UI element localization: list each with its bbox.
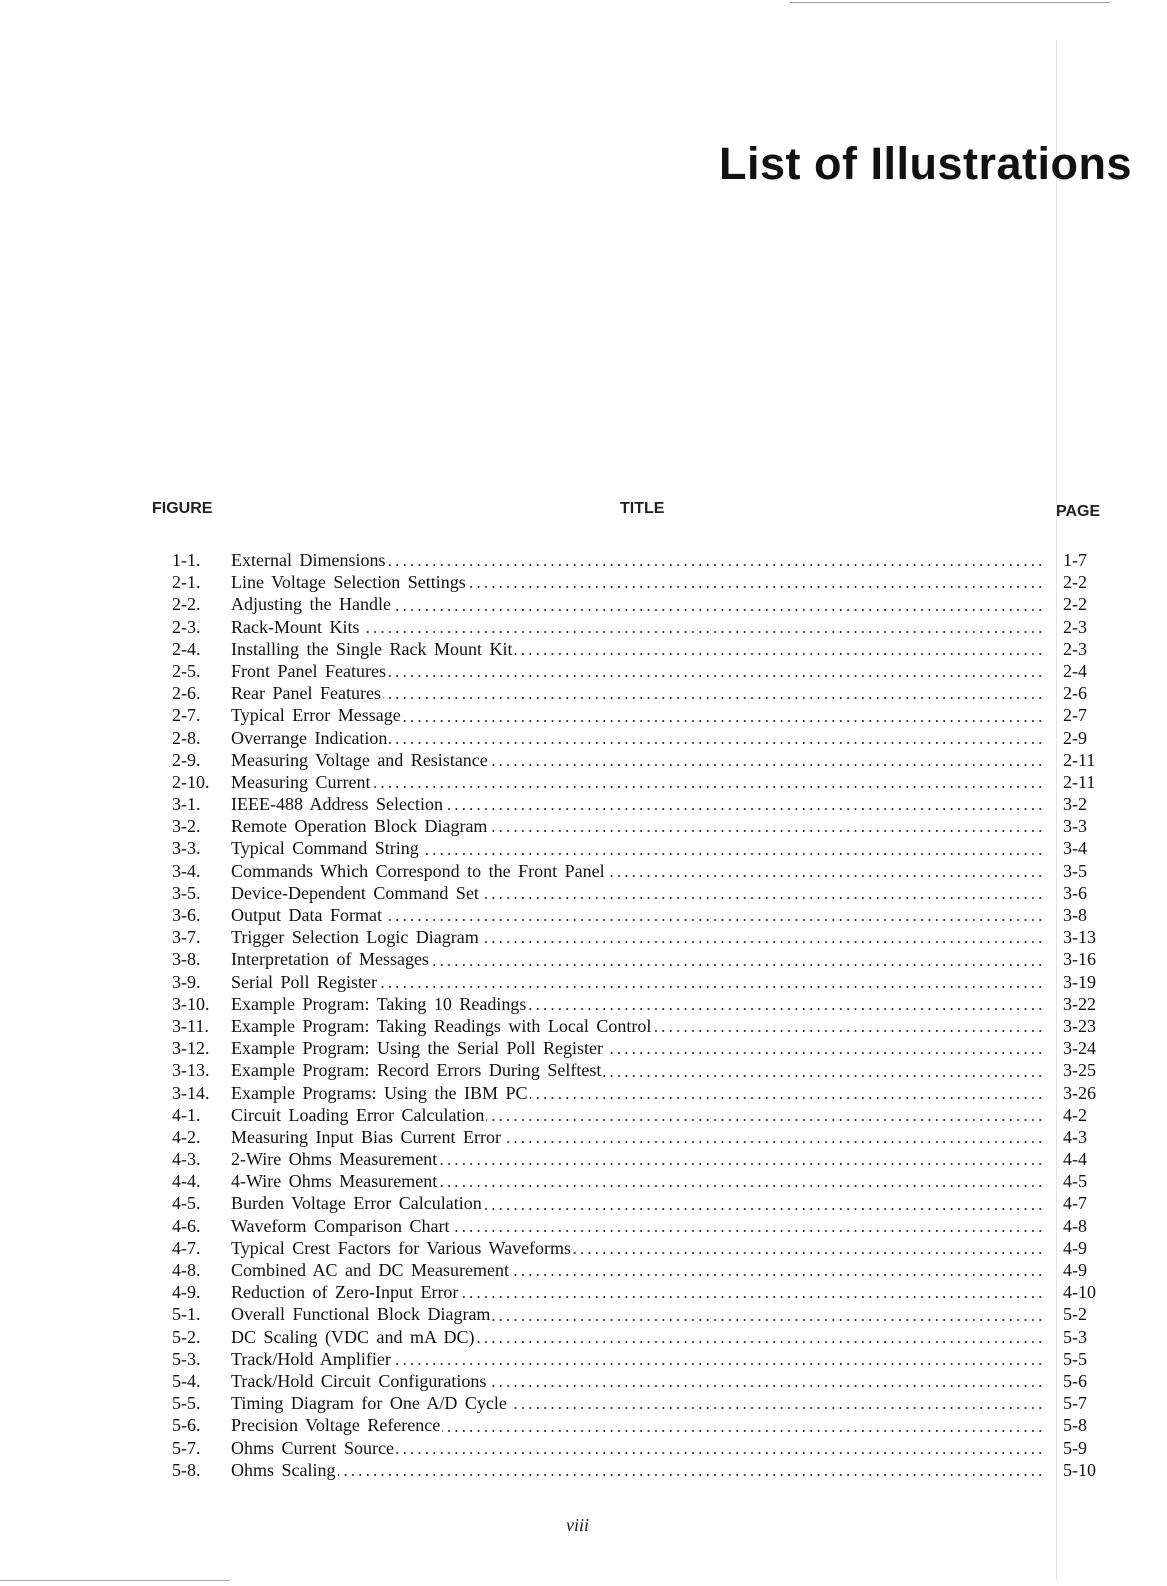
list-item	[172, 749, 1107, 771]
figure-title-leader	[231, 993, 1043, 1015]
list-item	[172, 1148, 1107, 1170]
figure-page: 2-6	[1063, 683, 1087, 704]
list-item	[172, 1259, 1107, 1281]
figure-number: 3-7.	[172, 927, 201, 948]
figure-number: 2-7.	[172, 705, 201, 726]
figure-title: Burden Voltage Error Calculation	[231, 1193, 482, 1214]
figure-title: Track/Hold Amplifier	[231, 1348, 391, 1369]
figure-number: 4-5.	[172, 1193, 201, 1214]
figure-page: 2-11	[1063, 771, 1096, 792]
figure-number: 5-3.	[172, 1348, 201, 1369]
figure-title: Remote Operation Block Diagram	[231, 816, 488, 837]
figure-title-leader	[231, 1303, 1043, 1325]
figure-title-leader	[231, 727, 1043, 749]
figure-page: 5-5	[1063, 1348, 1087, 1369]
top-rule	[790, 2, 1110, 3]
list-item	[172, 1237, 1107, 1259]
figure-page: 4-4	[1063, 1149, 1087, 1170]
list-item	[172, 1192, 1107, 1214]
figure-title-leader	[231, 1348, 1043, 1370]
figure-number: 2-3.	[172, 616, 201, 637]
figure-title-leader	[231, 749, 1043, 771]
figure-page: 5-8	[1063, 1415, 1087, 1436]
list-item	[172, 1059, 1107, 1081]
figure-number: 4-7.	[172, 1237, 201, 1258]
figure-page: 3-24	[1063, 1038, 1096, 1059]
list-item	[172, 837, 1107, 859]
figure-title: Overrange Indication	[231, 727, 388, 748]
list-item	[172, 1348, 1107, 1370]
list-item	[172, 593, 1107, 615]
figure-page: 4-9	[1063, 1237, 1087, 1258]
list-item	[172, 616, 1107, 638]
figure-title: Ohms Current Source	[231, 1437, 394, 1458]
figure-title: Typical Error Message	[231, 705, 401, 726]
figure-title: 4-Wire Ohms Measurement	[231, 1171, 438, 1192]
list-item	[172, 1303, 1107, 1325]
figure-title-leader	[231, 1414, 1043, 1436]
figure-title-leader	[231, 904, 1043, 926]
figure-page: 2-3	[1063, 638, 1087, 659]
figure-title: Reduction of Zero-Input Error	[231, 1282, 459, 1303]
figure-title-leader	[231, 682, 1043, 704]
figure-title: DC Scaling (VDC and mA DC)	[231, 1326, 475, 1347]
figure-number: 5-4.	[172, 1370, 201, 1391]
figure-title-leader	[231, 860, 1043, 882]
figure-number: 3-4.	[172, 860, 201, 881]
figure-title-leader	[231, 1015, 1043, 1037]
figure-number: 3-14.	[172, 1082, 210, 1103]
figure-title-leader	[231, 793, 1043, 815]
figure-title: Circuit Loading Error Calculation	[231, 1104, 485, 1125]
bottom-rule	[0, 1580, 230, 1581]
list-item	[172, 1437, 1107, 1459]
list-item	[172, 926, 1107, 948]
list-item	[172, 860, 1107, 882]
list-item	[172, 771, 1107, 793]
figure-title-leader	[231, 616, 1043, 638]
list-item	[172, 1215, 1107, 1237]
list-item	[172, 1126, 1107, 1148]
figure-number: 3-6.	[172, 905, 201, 925]
figure-title: Interpretation of Messages	[231, 949, 429, 970]
figure-page: 3-3	[1063, 816, 1087, 837]
figure-title-leader	[231, 1392, 1043, 1414]
figure-number: 5-6.	[172, 1415, 201, 1436]
figure-number: 2-5.	[172, 660, 201, 681]
figure-page: 3-2	[1063, 794, 1087, 815]
figure-title: Serial Poll Register	[231, 971, 377, 992]
list-item	[172, 549, 1107, 571]
figure-title-leader	[231, 1148, 1043, 1170]
figure-page: 2-11	[1063, 749, 1096, 770]
list-item	[172, 1459, 1107, 1481]
figure-title-leader	[231, 1437, 1043, 1459]
list-item	[172, 727, 1107, 749]
figure-number: 3-5.	[172, 882, 201, 903]
figure-page: 5-7	[1063, 1393, 1087, 1414]
figure-title-leader	[231, 1259, 1043, 1281]
figure-page: 1-7	[1063, 550, 1087, 570]
figure-title-leader	[231, 704, 1043, 726]
list-item	[172, 571, 1107, 593]
figure-page: 5-3	[1063, 1326, 1087, 1347]
figure-title-leader	[231, 971, 1043, 993]
figure-title-leader	[231, 882, 1043, 904]
list-item	[172, 1392, 1107, 1414]
list-item	[172, 1015, 1107, 1037]
figure-page: 4-10	[1063, 1282, 1096, 1303]
list-item	[172, 993, 1107, 1015]
figure-title-leader	[231, 1104, 1043, 1126]
list-item	[172, 638, 1107, 660]
figure-page: 3-25	[1063, 1060, 1096, 1081]
figure-page: 4-2	[1063, 1104, 1087, 1125]
figure-page: 3-23	[1063, 1015, 1096, 1036]
figure-title-leader	[231, 1370, 1043, 1392]
figure-page: 4-3	[1063, 1126, 1087, 1147]
figure-title-leader	[231, 1326, 1043, 1348]
list-item	[172, 1370, 1107, 1392]
figure-page: 3-5	[1063, 860, 1087, 881]
list-item	[172, 1104, 1107, 1126]
figure-number: 1-1.	[172, 550, 201, 570]
figure-number: 5-5.	[172, 1393, 201, 1414]
figure-title-leader	[231, 771, 1043, 793]
figure-number: 3-8.	[172, 949, 201, 970]
figure-page: 4-9	[1063, 1260, 1087, 1280]
figure-title: 2-Wire Ohms Measurement	[231, 1149, 438, 1170]
figure-title: External Dimensions	[231, 550, 386, 570]
figure-number: 5-8.	[172, 1459, 201, 1480]
figure-page: 5-9	[1063, 1437, 1087, 1458]
figure-number: 5-2.	[172, 1326, 201, 1347]
figure-number: 5-1.	[172, 1304, 201, 1325]
figure-title: Precision Voltage Reference	[231, 1415, 441, 1436]
figure-page: 3-8	[1063, 905, 1087, 925]
figure-title-leader	[231, 1037, 1043, 1059]
figure-page: 5-6	[1063, 1370, 1087, 1391]
list-item	[172, 948, 1107, 970]
figure-number: 3-2.	[172, 816, 201, 837]
figure-title: Example Program: Taking Readings with Local Control	[231, 1015, 652, 1036]
figure-title-leader	[231, 1126, 1043, 1148]
figure-page: 2-9	[1063, 727, 1087, 748]
figure-number: 3-12.	[172, 1038, 210, 1059]
figure-title: Measuring Current	[231, 771, 371, 792]
figure-title: Trigger Selection Logic Diagram	[231, 927, 479, 948]
figure-number: 2-4.	[172, 638, 201, 659]
figure-title: Installing the Single Rack Mount Kit	[231, 638, 513, 659]
list-item	[172, 660, 1107, 682]
figure-title: Device-Dependent Command Set	[231, 882, 479, 903]
figure-title: Waveform Comparison Chart	[231, 1215, 450, 1236]
figure-title: Typical Command String	[231, 838, 419, 859]
figure-title: Adjusting the Handle	[231, 594, 391, 615]
figure-title: Ohms Scaling	[231, 1459, 336, 1480]
figure-page: 2-2	[1063, 572, 1087, 593]
figure-number: 2-10.	[172, 771, 210, 792]
figure-title: Example Program: Taking 10 Readings	[231, 993, 527, 1014]
figure-number: 3-11.	[172, 1015, 209, 1036]
figure-number: 2-9.	[172, 749, 201, 770]
list-item	[172, 1414, 1107, 1436]
list-item	[172, 815, 1107, 837]
figure-title: Example Program: Record Errors During Selftest	[231, 1060, 602, 1081]
figure-page: 3-19	[1063, 971, 1096, 992]
figure-page: 2-7	[1063, 705, 1087, 726]
figure-page: 2-3	[1063, 616, 1087, 637]
list-item	[172, 882, 1107, 904]
figure-number: 2-6.	[172, 683, 201, 704]
figure-title-leader	[231, 1215, 1043, 1237]
list-item	[172, 1082, 1107, 1104]
figure-number: 3-3.	[172, 838, 201, 859]
figure-title: Track/Hold Circuit Configurations	[231, 1370, 487, 1391]
figure-title: Example Program: Using the Serial Poll Register	[231, 1038, 603, 1059]
figure-title-leader	[231, 660, 1043, 682]
figure-title: Example Programs: Using the IBM PC	[231, 1082, 528, 1103]
page-title: List of Illustrations	[718, 138, 1132, 189]
figure-title: Front Panel Features	[231, 660, 386, 681]
figure-title: Measuring Voltage and Resistance	[231, 749, 488, 770]
figure-page: 4-7	[1063, 1193, 1087, 1214]
page-column-header: PAGE	[1056, 503, 1101, 520]
figure-number: 4-1.	[172, 1104, 201, 1125]
figure-title: Commands Which Correspond to the Front Panel	[231, 860, 605, 881]
list-item	[172, 971, 1107, 993]
page-number: viii	[566, 1515, 589, 1535]
figure-number: 3-9.	[172, 971, 201, 992]
figure-number: 3-10.	[172, 993, 210, 1014]
figure-page: 3-6	[1063, 882, 1087, 903]
figure-title-leader	[231, 1082, 1043, 1104]
figure-page: 4-5	[1063, 1171, 1087, 1192]
figure-page: 3-16	[1063, 949, 1096, 970]
figure-title: Typical Crest Factors for Various Waveforms	[231, 1237, 572, 1258]
figure-number: 2-1.	[172, 572, 201, 593]
figure-title: Timing Diagram for One A/D Cycle	[231, 1393, 507, 1414]
list-item	[172, 704, 1107, 726]
figure-title-leader	[231, 837, 1043, 859]
figure-title-leader	[231, 571, 1043, 593]
figure-title-leader	[231, 1192, 1043, 1214]
figure-title-leader	[231, 948, 1043, 970]
title-column-header: TITLE	[620, 500, 665, 517]
figure-page: 3-4	[1063, 838, 1087, 859]
figure-number: 2-2.	[172, 594, 201, 615]
figure-title-leader	[231, 815, 1043, 837]
figure-page: 5-2	[1063, 1304, 1087, 1325]
figure-title: Measuring Input Bias Current Error	[231, 1126, 501, 1147]
figure-title-leader	[231, 638, 1043, 660]
figure-number: 4-9.	[172, 1282, 201, 1303]
figure-page: 4-8	[1063, 1215, 1087, 1236]
figure-title: Combined AC and DC Measurement	[231, 1260, 509, 1280]
figure-title-leader	[231, 1059, 1043, 1081]
list-item	[172, 682, 1107, 704]
illustration-list	[172, 549, 1107, 1481]
list-item	[172, 1170, 1107, 1192]
figure-title-leader	[231, 1237, 1043, 1259]
figure-number: 4-3.	[172, 1149, 201, 1170]
list-item	[172, 904, 1107, 926]
figure-number: 5-7.	[172, 1437, 201, 1458]
figure-title-leader	[231, 1281, 1043, 1303]
figure-title-leader	[231, 926, 1043, 948]
figure-title-leader	[231, 549, 1043, 571]
figure-number: 4-8.	[172, 1260, 201, 1280]
figure-title-leader	[231, 593, 1043, 615]
figure-title: IEEE-488 Address Selection	[231, 794, 443, 815]
figure-title: Overall Functional Block Diagram	[231, 1304, 491, 1325]
figure-number: 4-6.	[172, 1215, 201, 1236]
figure-page: 5-10	[1063, 1459, 1096, 1480]
figure-title: Line Voltage Selection Settings	[231, 572, 466, 593]
figure-title-leader	[231, 1170, 1043, 1192]
figure-column-header: FIGURE	[152, 500, 213, 517]
figure-page: 2-2	[1063, 594, 1087, 615]
list-item	[172, 1326, 1107, 1348]
list-item	[172, 1281, 1107, 1303]
list-item	[172, 793, 1107, 815]
figure-title: Output Data Format	[231, 905, 382, 925]
figure-page: 3-22	[1063, 993, 1096, 1014]
figure-number: 4-2.	[172, 1126, 201, 1147]
figure-number: 4-4.	[172, 1171, 201, 1192]
list-item	[172, 1037, 1107, 1059]
figure-number: 2-8.	[172, 727, 201, 748]
figure-title-leader	[231, 1459, 1043, 1481]
figure-page: 3-13	[1063, 927, 1096, 948]
figure-title: Rear Panel Features	[231, 683, 381, 704]
figure-page: 2-4	[1063, 660, 1087, 681]
figure-title: Rack-Mount Kits	[231, 616, 360, 637]
figure-page: 3-26	[1063, 1082, 1096, 1103]
figure-number: 3-13.	[172, 1060, 210, 1081]
figure-number: 3-1.	[172, 794, 201, 815]
